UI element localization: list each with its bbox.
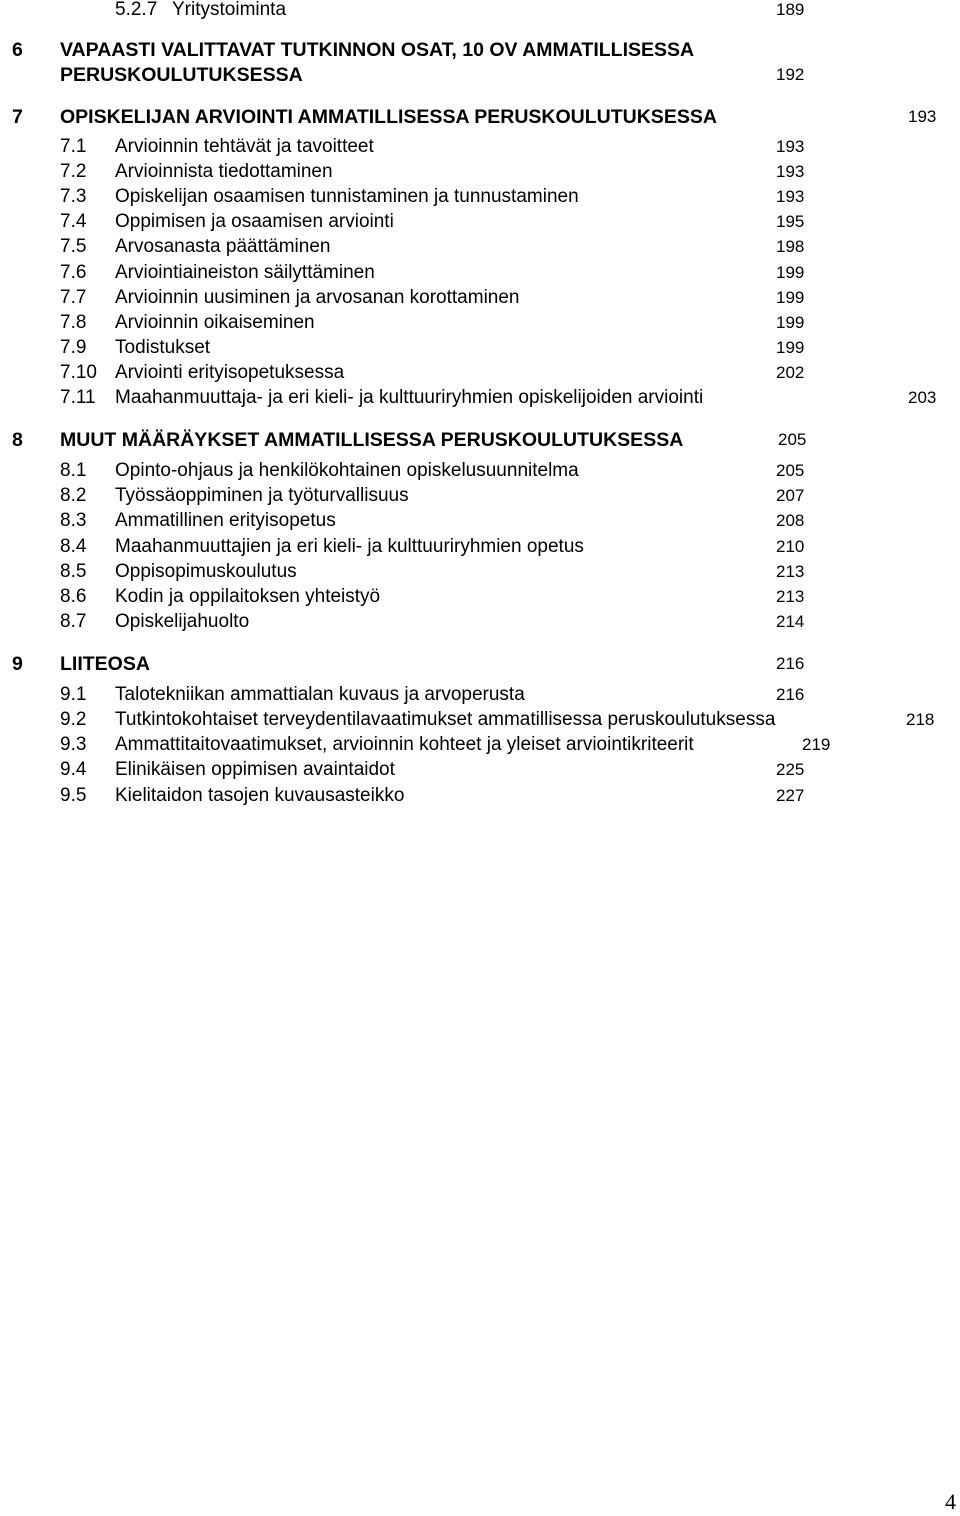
entry-page: 203 [908, 388, 937, 407]
entry-title: Arviointiaineiston säilyttäminen [115, 262, 375, 283]
entry-title: Oppimisen ja osaamisen arviointi [115, 211, 394, 232]
entry-title: Työssäoppiminen ja työturvallisuus [115, 485, 409, 506]
entry-number: 7.11 [60, 387, 96, 408]
entry-title: Opiskelijan osaamisen tunnistaminen ja tunnustaminen [115, 186, 579, 207]
entry-page: 199 [776, 288, 805, 307]
entry-number: 9.5 [60, 785, 87, 806]
entry-page: 227 [776, 786, 805, 805]
entry-page: 189 [776, 0, 805, 19]
entry-title: Ammattitaitovaatimukset, arvioinnin kohteet ja yleiset arviointikriteerit [115, 734, 694, 755]
entry-title: Kodin ja oppilaitoksen yhteistyö [115, 586, 381, 607]
entry-page: 195 [776, 212, 805, 231]
entry-title: Yritystoiminta [172, 0, 287, 20]
entry-number: 8.7 [60, 611, 87, 632]
entry-number: 9.2 [60, 709, 87, 730]
entry-title: LIITEOSA [60, 653, 150, 675]
entry-title: MUUT MÄÄRÄYKSET AMMATILLISESSA PERUSKOULUTUKSESSA [60, 429, 684, 451]
entry-page: 193 [776, 162, 805, 181]
entry-number: 7.10 [60, 362, 97, 383]
entry-page: 225 [776, 760, 805, 779]
entry-page: 193 [776, 187, 805, 206]
entry-title: Maahanmuuttaja- ja eri kieli- ja kulttuuriryhmien opiskelijoiden arviointi [115, 387, 704, 408]
entry-title: Todistukset [115, 337, 211, 358]
entry-number: 7.7 [60, 287, 87, 308]
entry-number: 5.2.7 [115, 0, 158, 20]
entry-number: 7.3 [60, 186, 87, 207]
entry-page: 199 [776, 338, 805, 357]
entry-page: 207 [776, 486, 805, 505]
entry-title: Talotekniikan ammattialan kuvaus ja arvoperusta [115, 684, 525, 705]
entry-number: 8.1 [60, 460, 87, 481]
entry-number: 7.9 [60, 337, 87, 358]
entry-page: 198 [776, 237, 805, 256]
entry-page: 202 [776, 363, 805, 382]
entry-page: 218 [906, 710, 935, 729]
entry-page: 210 [776, 537, 805, 556]
entry-number: 7.4 [60, 211, 87, 232]
entry-page: 192 [776, 65, 805, 84]
entry-title: Arvioinnin uusiminen ja arvosanan korottaminen [115, 287, 520, 308]
entry-title: PERUSKOULUTUKSESSA [60, 64, 303, 86]
entry-title: Arviointi erityisopetuksessa [115, 362, 345, 383]
page-number: 4 [945, 1489, 956, 1514]
entry-number: 8.5 [60, 561, 87, 582]
entry-number: 8 [12, 429, 23, 451]
entry-title: Tutkintokohtaiset terveydentilavaatimukset ammatillisessa peruskoulutuksessa [115, 709, 776, 730]
entry-number: 9 [12, 653, 23, 675]
entry-page: 205 [778, 430, 807, 449]
entry-page: 193 [776, 137, 805, 156]
entry-page: 208 [776, 511, 805, 530]
entry-title: Kielitaidon tasojen kuvausasteikko [115, 785, 405, 806]
entry-number: 9.3 [60, 734, 87, 755]
entry-number: 8.4 [60, 536, 87, 557]
entry-number: 7 [12, 106, 23, 128]
entry-title: Arvosanasta päättäminen [115, 236, 331, 257]
entry-number: 7.1 [60, 136, 87, 157]
entry-page: 193 [908, 107, 937, 126]
entry-page: 199 [776, 313, 805, 332]
entry-number: 8.6 [60, 586, 87, 607]
entry-title: Ammatillinen erityisopetus [115, 510, 336, 531]
entry-page: 216 [776, 654, 805, 673]
entry-number: 7.2 [60, 161, 87, 182]
entry-number: 8.3 [60, 510, 87, 531]
entry-page: 205 [776, 461, 805, 480]
entry-title: Elinikäisen oppimisen avaintaidot [115, 759, 395, 780]
entry-title: Arvioinnin tehtävät ja tavoitteet [115, 136, 374, 157]
entry-number: 8.2 [60, 485, 87, 506]
entry-page: 214 [776, 612, 805, 631]
entry-number: 6 [12, 39, 23, 61]
entry-title: Arvioinnin oikaiseminen [115, 312, 315, 333]
entry-title: Opinto-ohjaus ja henkilökohtainen opiskelusuunnitelma [115, 460, 579, 481]
entry-page: 213 [776, 562, 805, 581]
entry-title: OPISKELIJAN ARVIOINTI AMMATILLISESSA PERUSKOULUTUKSESSA [60, 106, 717, 128]
entry-title: Opiskelijahuolto [115, 611, 250, 632]
entry-number: 7.5 [60, 236, 87, 257]
entry-number: 9.1 [60, 684, 87, 705]
entry-number: 9.4 [60, 759, 87, 780]
entry-title: Arvioinnista tiedottaminen [115, 161, 333, 182]
entry-page: 219 [802, 735, 831, 754]
entry-title: VAPAASTI VALITTAVAT TUTKINNON OSAT, 10 OV AMMATILLISESSA [60, 39, 695, 61]
entry-title: Maahanmuuttajien ja eri kieli- ja kulttuuriryhmien opetus [115, 536, 584, 557]
entry-page: 216 [776, 685, 805, 704]
entry-title: Oppisopimuskoulutus [115, 561, 297, 582]
entry-number: 7.6 [60, 262, 87, 283]
entry-page: 199 [776, 263, 805, 282]
entry-page: 213 [776, 587, 805, 606]
entry-number: 7.8 [60, 312, 87, 333]
